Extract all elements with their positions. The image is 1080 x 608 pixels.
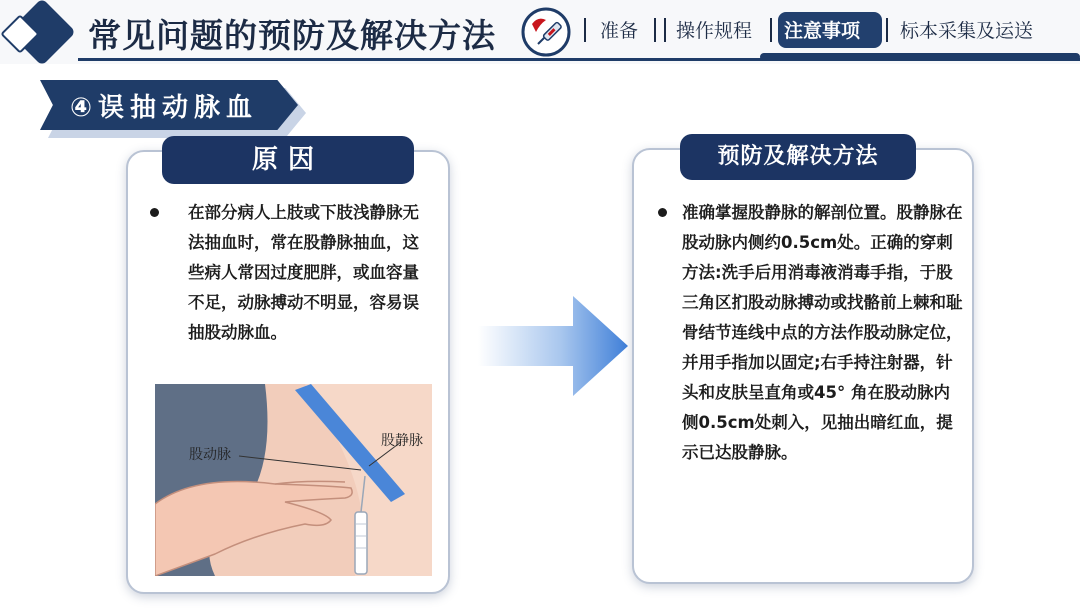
solution-text: 准确掌握股静脉的解剖位置。股静脉在股动脉内侧约0.5cm处。正确的穿刺方法:洗手后用消毒液消毒手指，于股三角区扪股动脉搏动或找骼前上棘和耻骨结节连线中点的方法作股动脉定位，并用手指加以固定;右手持注射器，针头和皮肤呈直角或45° 角在股动脉内侧0.5cm处刺入，见抽出暗红血，提示已达股静脉。 bbox=[682, 203, 963, 462]
nav-separator bbox=[584, 18, 586, 42]
nav-item-procedure[interactable]: 操作规程 bbox=[676, 20, 753, 42]
nav-item-prepare[interactable]: 准备 bbox=[600, 20, 639, 42]
syringe-logo-icon bbox=[520, 6, 572, 58]
nav-item-precautions[interactable]: 注意事项 bbox=[784, 20, 861, 42]
section-title: ④误抽动脉血 bbox=[70, 93, 259, 123]
page-title: 常见问题的预防及解决方法 bbox=[88, 16, 496, 55]
bullet-icon bbox=[150, 208, 159, 217]
nav-separator bbox=[654, 18, 656, 42]
nav-separator bbox=[770, 18, 772, 42]
arrow-right-icon bbox=[478, 296, 628, 396]
label-femoral-vein: 股静脉 bbox=[381, 433, 423, 449]
label-femoral-artery: 股动脉 bbox=[189, 447, 231, 463]
cause-text: 在部分病人上肢或下肢浅静脉无法抽血时，常在股静脉抽血，这些病人常因过度肥胖，或血容量不足，动脉搏动不明显，容易误抽股动脉血。 bbox=[188, 203, 419, 342]
femoral-puncture-illustration bbox=[155, 384, 432, 576]
header-accent-underline bbox=[760, 53, 1080, 61]
illustration-drawing bbox=[155, 384, 432, 576]
nav-separator bbox=[664, 18, 666, 42]
solution-panel-title: 预防及解决方法 bbox=[680, 134, 916, 180]
cause-panel-title: 原因 bbox=[162, 136, 414, 184]
bullet-icon bbox=[658, 208, 667, 217]
nav-separator bbox=[886, 18, 888, 42]
nav-item-specimen[interactable]: 标本采集及运送 bbox=[900, 20, 1034, 42]
